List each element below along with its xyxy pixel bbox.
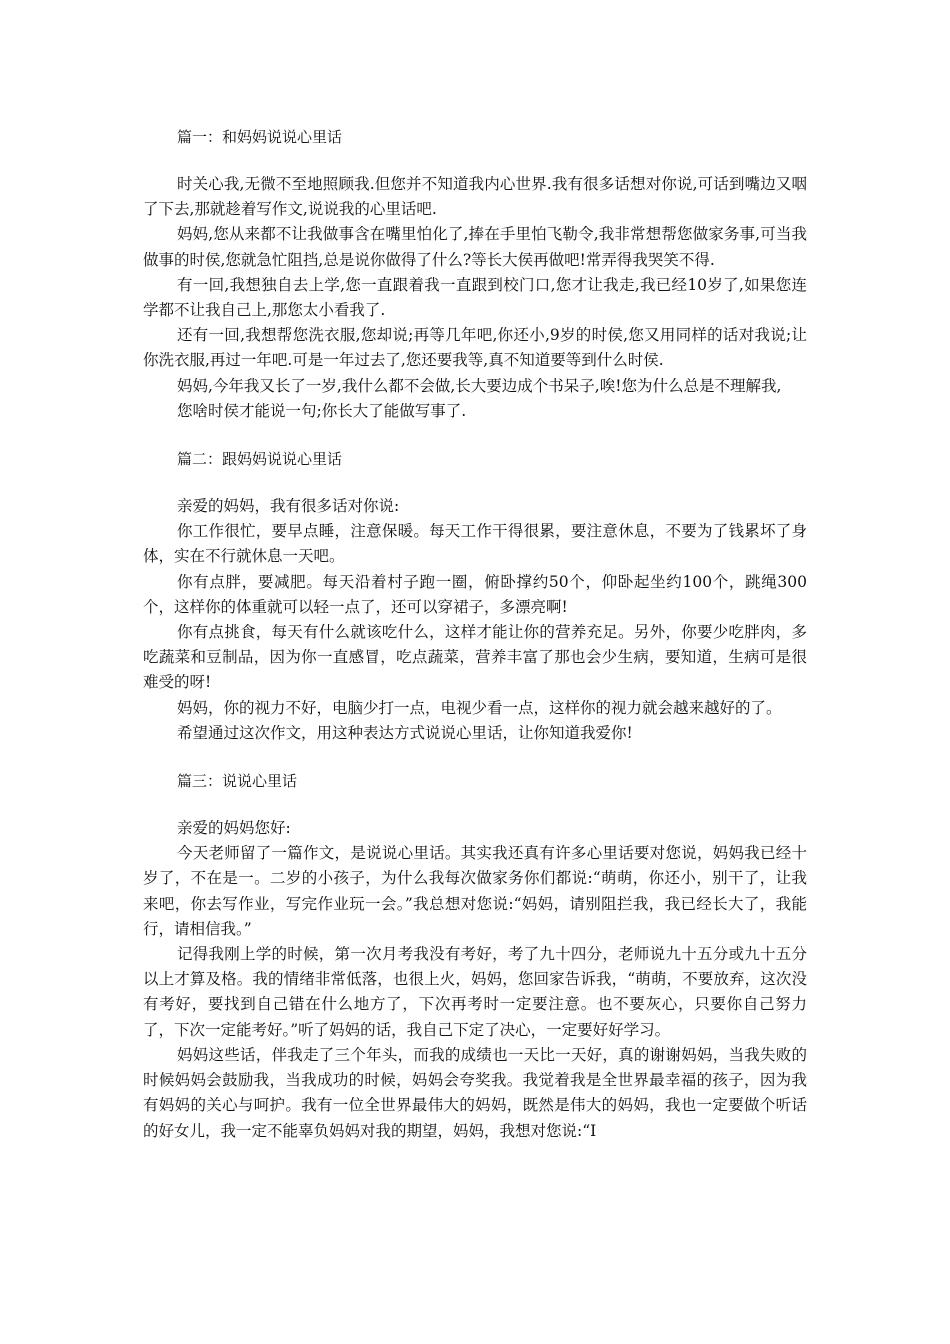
paragraph: 亲爱的妈妈您好: bbox=[177, 819, 291, 838]
paragraph: 希望通过这次作文，用这种表达方式说说心里话，让你知道我爱你! bbox=[177, 723, 633, 742]
paragraph: 妈妈,今年我又长了一岁,我什么都不会做,长大要边成个书呆子,唉!您为什么总是不理解我, bbox=[177, 376, 782, 395]
paragraph: 有一回,我想独自去上学,您一直跟着我一直跟到校门口,您才让我走,我已经10岁了,如果您连学都不让我自己上,那您太小看我了. bbox=[143, 275, 807, 320]
spacer bbox=[143, 424, 807, 446]
paragraph: 你有点挑食，每天有什么就该吃什么，这样才能让你的营养充足。另外，你要少吃胖肉，多吃蔬菜和豆制品，因为你一直感冒，吃点蔬菜，营养丰富了那也会少生病，要知道，生病可是很难受的呀! bbox=[143, 623, 807, 692]
paragraph: 妈妈，你的视力不好，电脑少打一点，电视少看一点，这样你的视力就会越来越好的了。 bbox=[177, 698, 782, 717]
paragraph: 今天老师留了一篇作文，是说说心里话。其实我还真有许多心里话要对您说，妈妈我已经十岁了，不在是一。二岁的小孩子，为什么我每次做家务你们都说:“萌萌，你还小，别干了，让我来吧，你去写作业，写完作业玩一会。”我总想对您说:“妈妈，请别阻拦我，我已经长大了，我能行，请相信我。” bbox=[143, 844, 807, 938]
section-heading-1: 篇一：和妈妈说说心里话 bbox=[177, 128, 343, 146]
paragraph: 妈妈,您从来都不让我做事含在嘴里怕化了,捧在手里怕飞勒令,我非常想帮您做家务事,可当我做事的时侯,您就急忙阻挡,总是说你做得了什么?等长大侯再做吧!常弄得我哭笑不得. bbox=[143, 225, 807, 269]
paragraph: 亲爱的妈妈，我有很多话对你说: bbox=[177, 497, 400, 516]
spacer bbox=[143, 472, 807, 494]
section-heading-2: 篇二：跟妈妈说说心里话 bbox=[177, 450, 343, 469]
paragraph: 记得我刚上学的时候，第一次月考我没有考好，考了九十四分，老师说九十五分或九十五分以上才算及格。我的情绪非常低落，也很上火，妈妈，您回家告诉我，“萌萌，不要放弃，这次没有考好，要找到自己错在什么地方了，下次再考时一定要注意。也不要灰心，只要你自己努力了，下次一定能考好。”听了妈妈的话，我自己下定了决心，一定要好好学习。 bbox=[143, 945, 807, 1039]
paragraph: 时关心我,无微不至地照顾我.但您并不知道我内心世界.我有很多话想对你说,可话到嘴边又咽了下去,那就趁着写作文,说说我的心里话吧. bbox=[143, 175, 807, 219]
paragraph: 你工作很忙，要早点睡，注意保暖。每天工作干得很累，要注意休息，不要为了钱累坏了身体，实在不行就休息一天吧。 bbox=[143, 522, 807, 566]
section-heading-3: 篇三：说说心里话 bbox=[177, 772, 298, 791]
paragraph: 还有一回,我想帮您洗衣服,您却说;再等几年吧,你还小,9岁的时侯,您又用同样的话对我说;让你洗衣服,再过一年吧.可是一年过去了,您还要我等,真不知道要等到什么时侯. bbox=[143, 326, 807, 370]
document-body bbox=[143, 124, 807, 1144]
paragraph: 您啥时侯才能说一句;你长大了能做写事了. bbox=[177, 401, 467, 420]
spacer bbox=[143, 746, 807, 768]
spacer bbox=[143, 150, 807, 172]
paragraph: 妈妈这些话，伴我走了三个年头，而我的成绩也一天比一天好，真的谢谢妈妈，当我失败的时候妈妈会鼓励我，当我成功的时候，妈妈会夸奖我。我觉着我是全世界最幸福的孩子，因为我有妈妈的关心与呵护。我有一位全世界最伟大的妈妈，既然是伟大的妈妈，我也一定要做个听话的好女儿，我一定不能辜负妈妈对我的期望，妈妈，我想对您说:“I bbox=[143, 1045, 807, 1140]
paragraph: 你有点胖，要减肥。每天沿着村子跑一圈，俯卧撑约50个，仰卧起坐约100个，跳绳300个，这样你的体重就可以轻一点了，还可以穿裙子，多漂亮啊! bbox=[143, 572, 807, 616]
spacer bbox=[143, 794, 807, 816]
